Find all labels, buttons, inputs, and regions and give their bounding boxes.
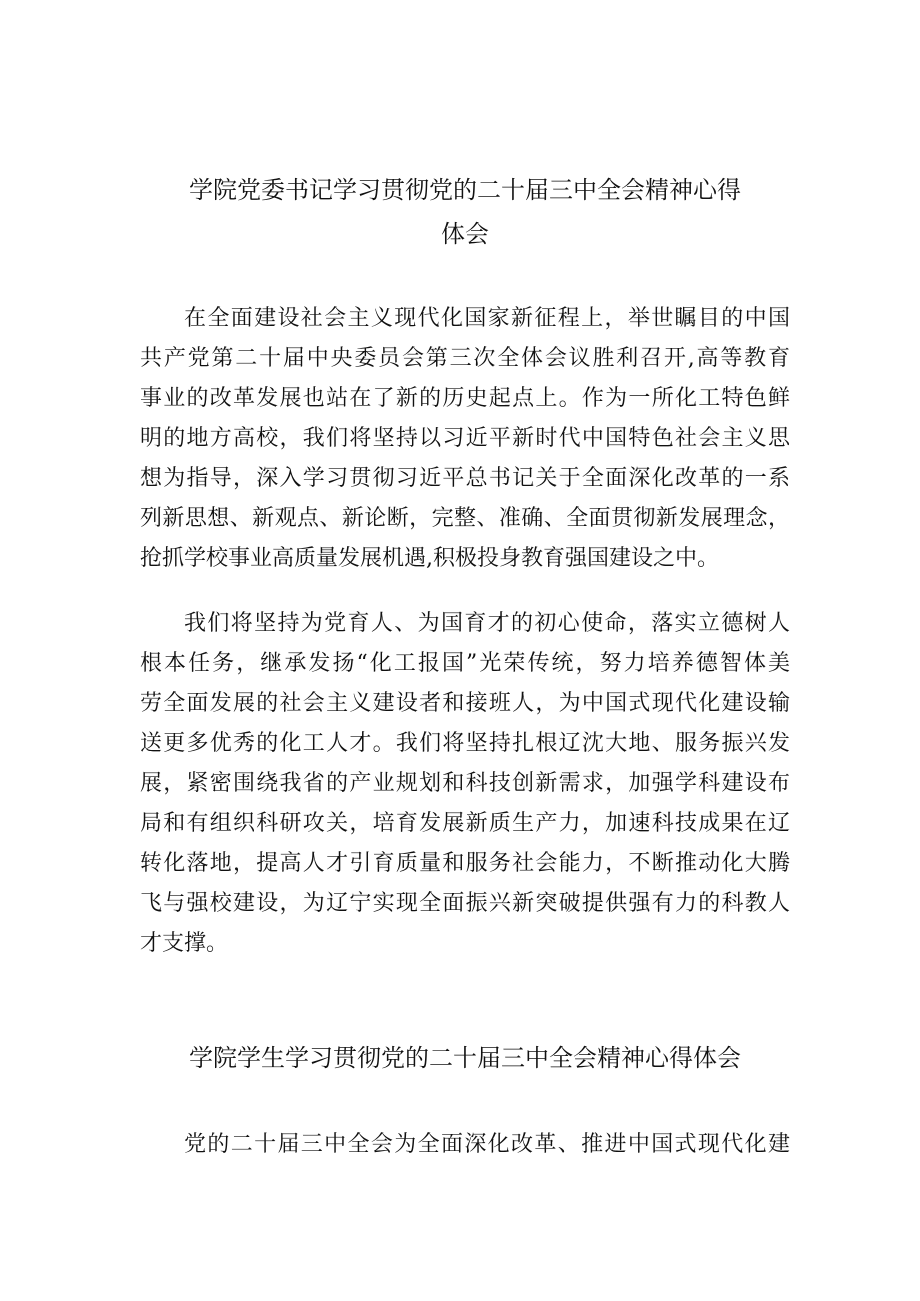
paragraph-2 — [140, 604, 790, 964]
paragraph-line: 根本任务，继承发扬“化工报国”光荣传统，努力培养德智体美 — [140, 651, 790, 676]
paragraph-line: 局和有组织科研攻关，培育发展新质生产力，加速科技成果在辽 — [140, 811, 790, 836]
paragraph-line: 我们将坚持为党育人、为国育才的初心使命，落实立德树人 — [184, 611, 790, 636]
article-title-1-line-1: 学院党委书记学习贯彻党的二十届三中全会精神心得 — [189, 176, 741, 204]
paragraph-line: 事业的改革发展也站在了新的历史起点上。作为一所化工特色鲜 — [140, 386, 790, 411]
paragraph-line: 送更多优秀的化工人才。我们将坚持扎根辽沈大地、服务振兴发 — [140, 731, 790, 756]
article-title-2: 学院学生学习贯彻党的二十届三中全会精神心得体会 — [189, 1044, 741, 1072]
paragraph-line: 展，紧密围绕我省的产业规划和科技创新需求，加强学科建设布 — [140, 771, 790, 796]
paragraph-line: 明的地方高校，我们将坚持以习近平新时代中国特色社会主义思 — [140, 426, 790, 451]
paragraph-line: 共产党第二十届中央委员会第三次全体会议胜利召开,高等教育 — [140, 346, 790, 371]
paragraph-1 — [140, 299, 790, 579]
paragraph-line: 列新思想、新观点、新论断，完整、准确、全面贯彻新发展理念， — [140, 506, 790, 531]
paragraph-line: 劳全面发展的社会主义建设者和接班人，为中国式现代化建设输 — [140, 691, 790, 716]
paragraph-line: 想为指导，深入学习贯彻习近平总书记关于全面深化改革的一系 — [140, 466, 790, 491]
paragraph-line: 飞与强校建设，为辽宁实现全面振兴新突破提供强有力的科教人 — [140, 891, 790, 916]
paragraph-line: 抢抓学校事业高质量发展机遇,积极投身教育强国建设之中。 — [140, 546, 719, 571]
paragraph-line: 党的二十届三中全会为全面深化改革、推进中国式现代化建 — [184, 1132, 790, 1157]
paragraph-line: 才支撑。 — [140, 931, 229, 956]
paragraph-line: 在全面建设社会主义现代化国家新征程上，举世瞩目的中国 — [184, 306, 790, 331]
paragraph-line: 转化落地，提高人才引育质量和服务社会能力，不断推动化大腾 — [140, 851, 790, 876]
paragraph-3 — [140, 1125, 790, 1165]
article-title-1-line-2: 体会 — [441, 220, 489, 248]
article-title-1 — [140, 168, 790, 256]
